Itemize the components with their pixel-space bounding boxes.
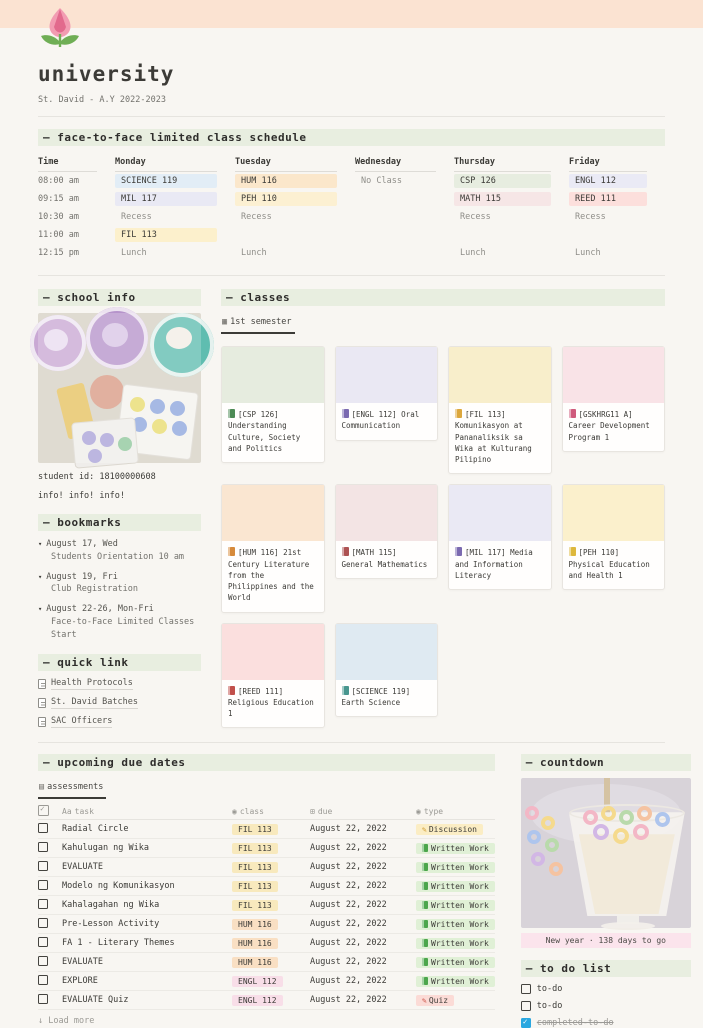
class-name: 21st Century Literature from the Philippines and the World xyxy=(228,548,314,603)
class-badge: FIL 113 xyxy=(232,843,278,854)
class-card[interactable] xyxy=(335,623,439,718)
task-title[interactable]: EVALUATE Quiz xyxy=(62,995,129,1006)
class-chip: No Class xyxy=(361,176,402,186)
class-chip xyxy=(235,228,337,232)
due-table-header xyxy=(38,803,495,820)
text-property-icon: Aa xyxy=(62,806,72,816)
schedule-cell xyxy=(115,246,235,260)
due-date: August 22, 2022 xyxy=(310,843,387,854)
class-badge: HUM 116 xyxy=(232,919,278,930)
schedule-cell xyxy=(355,210,454,224)
type-label: Written Work xyxy=(431,843,489,853)
toggle-icon[interactable]: ▾ xyxy=(38,540,43,548)
class-chip xyxy=(355,192,436,196)
bookmark-item xyxy=(38,603,201,641)
left-column xyxy=(38,289,201,728)
task-title[interactable]: Kahalagahan ng Wika xyxy=(62,900,160,911)
class-chip: MIL 117 xyxy=(115,192,217,206)
assessment-row xyxy=(38,934,495,953)
type-label: Written Work xyxy=(431,881,489,891)
schedule-cell xyxy=(454,246,569,260)
task-title[interactable]: Modelo ng Komunikasyon xyxy=(62,881,175,892)
row-checkbox[interactable] xyxy=(38,880,48,890)
arrow-down-icon: ↓ xyxy=(38,1016,44,1027)
class-badge: HUM 116 xyxy=(232,957,278,968)
schedule-col-day: Thursday xyxy=(454,155,551,172)
schedule-cell xyxy=(235,246,355,260)
class-card[interactable] xyxy=(221,623,325,729)
task-title[interactable]: EXPLORE xyxy=(62,976,98,987)
class-badge: FIL 113 xyxy=(232,862,278,873)
page-subtitle: St. David - A.Y 2022-2023 xyxy=(38,95,166,105)
class-code: [MIL 117] xyxy=(465,548,506,558)
schedule-row xyxy=(38,208,665,226)
type-badge xyxy=(416,900,495,911)
schedule-table xyxy=(38,155,665,262)
quick-link-item[interactable] xyxy=(38,697,201,709)
class-card-cover xyxy=(336,624,438,680)
schedule-cell xyxy=(569,210,665,224)
due-date: August 22, 2022 xyxy=(310,862,387,873)
toggle-icon[interactable]: ▾ xyxy=(38,572,43,581)
class-chip: Lunch xyxy=(121,248,147,258)
class-card[interactable] xyxy=(221,484,325,612)
class-card-cover xyxy=(449,485,551,541)
class-code: [MATH 115] xyxy=(351,548,397,558)
schedule-cell xyxy=(235,192,355,206)
class-card[interactable] xyxy=(448,484,552,590)
class-name: Career Development Program 1 xyxy=(568,421,650,442)
class-card[interactable] xyxy=(562,484,666,590)
grid-view-icon: ▦ xyxy=(222,317,228,327)
bookmark-detail: Students Orientation 10 am xyxy=(51,551,185,562)
book-icon xyxy=(228,409,235,418)
tulip-page-icon[interactable] xyxy=(38,6,82,52)
tab-assessments[interactable] xyxy=(38,779,106,799)
schedule-col-day: Tuesday xyxy=(235,155,337,172)
class-code: [PEH 110] xyxy=(578,548,620,558)
tab-label: assessments xyxy=(47,782,104,793)
quick-link-item[interactable] xyxy=(38,716,201,728)
todo-item xyxy=(521,984,691,994)
schedule-cell xyxy=(355,174,454,188)
schedule-cell xyxy=(115,174,235,188)
type-label: Written Work xyxy=(431,957,489,967)
tab-label: 1st semester xyxy=(230,317,292,327)
todo-checkbox[interactable] xyxy=(521,1001,531,1011)
class-name: Earth Science xyxy=(341,697,401,707)
bookmark-item xyxy=(38,538,201,564)
book-icon xyxy=(455,409,462,418)
bookmark-date: August 19, Fri xyxy=(46,571,118,582)
type-badge xyxy=(416,881,495,892)
row-checkbox[interactable] xyxy=(38,823,48,833)
class-code: [FIL 113] xyxy=(465,410,506,419)
page-doc-icon xyxy=(38,717,46,727)
assessment-row xyxy=(38,991,495,1010)
assessment-row xyxy=(38,972,495,991)
type-label: Written Work xyxy=(431,938,489,948)
book-icon xyxy=(342,686,349,695)
schedule-cell xyxy=(235,210,355,224)
book-icon xyxy=(342,547,349,556)
type-badge xyxy=(416,919,495,930)
class-card-cover xyxy=(336,347,438,403)
assessment-row xyxy=(38,953,495,972)
type-label: Written Work xyxy=(431,919,489,929)
schedule-time: 09:15 am xyxy=(38,194,79,204)
page-doc-icon xyxy=(38,698,46,708)
schedule-col-day: Friday xyxy=(569,155,647,172)
schedule-cell xyxy=(569,246,665,260)
bookmark-date: August 22-26, Mon-Fri xyxy=(46,604,154,614)
class-chip xyxy=(454,228,551,232)
book-icon xyxy=(569,409,576,418)
quick-link-label[interactable]: Health Protocols xyxy=(51,678,133,689)
due-date: August 22, 2022 xyxy=(310,938,387,949)
divider xyxy=(38,275,665,276)
type-badge xyxy=(416,957,495,968)
todo-heading[interactable]: – to do list xyxy=(521,960,691,977)
bookmark-toggle[interactable] xyxy=(38,538,201,551)
bookmarks-heading[interactable]: – bookmarks xyxy=(38,514,201,531)
schedule-cell xyxy=(355,228,454,242)
todo-checkbox[interactable] xyxy=(521,984,531,994)
bookmark-toggle[interactable] xyxy=(38,603,201,616)
class-chip: ENGL 112 xyxy=(569,174,647,188)
quick-link-item[interactable] xyxy=(38,678,201,690)
row-checkbox[interactable] xyxy=(38,918,48,928)
quick-link-label[interactable]: SAC Officers xyxy=(51,716,113,727)
classes-heading[interactable]: – classes xyxy=(221,289,665,306)
type-label: Quiz xyxy=(428,995,449,1005)
class-chip: REED 111 xyxy=(569,192,647,206)
schedule-cell xyxy=(454,192,569,206)
due-date: August 22, 2022 xyxy=(310,824,387,835)
book-icon xyxy=(422,958,428,966)
class-name: Komunikasyon at Pananaliksik sa Wika at Kulturang Pilipino xyxy=(455,421,532,464)
student-id: student id: 18100000608 xyxy=(38,472,156,482)
schedule-row xyxy=(38,244,665,262)
class-card-cover xyxy=(222,624,324,680)
type-badge xyxy=(416,824,483,835)
schedule-col-time: Time xyxy=(38,155,97,172)
todo-item xyxy=(521,1018,691,1028)
schedule-row xyxy=(38,226,665,244)
select-property-icon: ◉ xyxy=(232,806,237,816)
row-checkbox[interactable] xyxy=(38,861,48,871)
class-code: [GSKHRG11 A] xyxy=(578,410,633,419)
class-name: General Mathematics xyxy=(341,559,428,569)
todo-label: to-do xyxy=(536,984,563,995)
assessment-row xyxy=(38,839,495,858)
quick-link-label[interactable]: St. David Batches xyxy=(51,697,138,708)
schedule-time: 11:00 am xyxy=(38,230,79,240)
countdown-heading[interactable]: – countdown xyxy=(521,754,691,771)
class-chip: Recess xyxy=(121,212,152,222)
schedule-row xyxy=(38,172,665,190)
schedule-cell xyxy=(115,228,235,242)
class-chip xyxy=(355,246,436,250)
class-card[interactable] xyxy=(221,346,325,463)
schedule-cell xyxy=(569,174,665,188)
due-dates-heading[interactable]: – upcoming due dates xyxy=(38,754,495,771)
class-name: Oral Communication xyxy=(341,410,420,431)
type-label: Written Work xyxy=(431,976,489,986)
class-badge: HUM 116 xyxy=(232,938,278,949)
load-more-label[interactable]: Load more xyxy=(48,1016,95,1027)
class-name: Media and Information Literacy xyxy=(455,548,533,580)
assessment-row xyxy=(38,877,495,896)
tab-1st-semester[interactable] xyxy=(221,314,295,334)
todo-label: completed-to-do xyxy=(536,1018,614,1028)
toggle-icon[interactable]: ▾ xyxy=(38,605,43,613)
schedule-cell xyxy=(569,228,665,242)
assessment-row xyxy=(38,915,495,934)
class-chip: MATH 115 xyxy=(454,192,551,206)
col-task[interactable]: task xyxy=(74,806,94,816)
class-chip: Lunch xyxy=(575,248,601,258)
class-chip: Recess xyxy=(575,212,606,222)
task-title[interactable]: FA 1 - Literary Themes xyxy=(62,938,175,949)
bookmark-toggle[interactable] xyxy=(38,571,201,584)
task-title[interactable]: Radial Circle xyxy=(62,824,129,835)
class-card[interactable] xyxy=(335,484,439,579)
class-chip: Lunch xyxy=(241,248,267,258)
schedule-cell xyxy=(115,210,235,224)
class-badge: FIL 113 xyxy=(232,900,278,911)
class-chip: FIL 113 xyxy=(115,228,217,242)
schedule-cell xyxy=(355,192,454,206)
schedule-cell xyxy=(115,192,235,206)
countdown-caption: New year · 138 days to go xyxy=(521,933,691,948)
type-label: Written Work xyxy=(431,900,489,910)
bookmark-date: August 17, Wed xyxy=(46,539,118,549)
class-card-cover xyxy=(336,485,438,541)
pencil-icon: ✎ xyxy=(422,824,427,834)
schedule-cell xyxy=(569,192,665,206)
book-icon xyxy=(569,547,576,556)
schedule-cell xyxy=(235,228,355,242)
class-card-cover xyxy=(449,347,551,403)
assessment-row xyxy=(38,858,495,877)
page-title: university xyxy=(38,62,175,86)
select-property-icon: ◉ xyxy=(416,806,421,816)
class-chip: HUM 116 xyxy=(235,174,337,188)
todo-label: to-do xyxy=(536,1001,563,1012)
bookmark-item xyxy=(38,571,201,597)
row-checkbox[interactable] xyxy=(38,975,48,985)
class-card[interactable] xyxy=(448,346,552,474)
type-badge xyxy=(416,843,495,854)
bookmark-detail: Club Registration xyxy=(51,584,138,595)
class-card-cover xyxy=(563,347,665,403)
class-name: Religious Education 1 xyxy=(228,697,314,718)
date-property-icon: ⊞ xyxy=(310,806,315,816)
class-code: [HUM 116] xyxy=(238,548,279,558)
due-date: August 22, 2022 xyxy=(310,881,387,892)
book-icon xyxy=(422,863,428,871)
task-title[interactable]: EVALUATE xyxy=(62,862,103,873)
row-checkbox[interactable] xyxy=(38,937,48,947)
countdown-column xyxy=(521,754,691,1028)
class-code: [CSP 126] xyxy=(238,410,279,419)
class-card[interactable] xyxy=(335,346,439,441)
load-more-button[interactable] xyxy=(38,1016,495,1026)
schedule-cell xyxy=(454,210,569,224)
class-code: [ENGL 112] xyxy=(351,410,397,419)
col-class[interactable]: class xyxy=(239,806,264,816)
class-chip xyxy=(355,210,436,214)
schedule-col-day: Wednesday xyxy=(355,155,436,172)
school-photo xyxy=(38,313,201,463)
class-badge: ENGL 112 xyxy=(232,995,283,1006)
task-title[interactable]: Pre-Lesson Activity xyxy=(62,919,160,930)
classes-column xyxy=(221,289,665,728)
type-badge xyxy=(416,938,495,949)
due-date: August 22, 2022 xyxy=(310,900,387,911)
type-label: Discussion xyxy=(428,824,477,834)
type-badge xyxy=(416,862,495,873)
book-icon xyxy=(455,547,462,556)
book-icon xyxy=(422,844,428,852)
page-cover xyxy=(0,0,703,28)
class-card-cover xyxy=(222,485,324,541)
class-card-cover xyxy=(563,485,665,541)
due-date: August 22, 2022 xyxy=(310,995,387,1006)
task-title[interactable]: EVALUATE xyxy=(62,957,103,968)
row-checkbox[interactable] xyxy=(38,842,48,852)
book-icon xyxy=(422,901,428,909)
due-dates-column xyxy=(38,754,495,1028)
class-code: [SCIENCE 119] xyxy=(351,686,411,696)
schedule-cell xyxy=(355,246,454,260)
class-chip: Recess xyxy=(241,212,272,222)
schedule-row xyxy=(38,190,665,208)
class-card-cover xyxy=(222,347,324,403)
class-badge: ENGL 112 xyxy=(232,976,283,987)
book-icon xyxy=(422,882,428,890)
type-badge xyxy=(416,976,495,987)
assessment-row xyxy=(38,896,495,915)
todo-checkbox[interactable] xyxy=(521,1018,531,1028)
class-chip xyxy=(355,228,436,232)
info-line: info! info! info! xyxy=(38,491,125,501)
todo-item xyxy=(521,1001,691,1011)
class-badge: FIL 113 xyxy=(232,824,278,835)
task-title[interactable]: Kahulugan ng Wika xyxy=(62,843,149,854)
row-checkbox[interactable] xyxy=(38,956,48,966)
school-info-heading[interactable]: – school info xyxy=(38,289,201,306)
class-card[interactable] xyxy=(562,346,666,452)
schedule-time: 10:30 am xyxy=(38,212,79,222)
class-chip xyxy=(569,228,647,232)
due-date: August 22, 2022 xyxy=(310,976,387,987)
book-icon xyxy=(422,977,428,985)
col-type[interactable]: type xyxy=(423,806,444,816)
book-icon xyxy=(342,409,349,418)
divider xyxy=(38,116,665,117)
checkbox-header-icon xyxy=(38,805,49,816)
class-name: Understanding Culture, Society and Politics xyxy=(228,421,301,453)
schedule-time: 12:15 pm xyxy=(38,248,79,258)
book-icon xyxy=(228,686,235,695)
class-name: Physical Education and Health 1 xyxy=(568,559,650,580)
divider xyxy=(38,742,665,743)
row-checkbox[interactable] xyxy=(38,899,48,909)
book-icon xyxy=(228,547,235,556)
class-chip: CSP 126 xyxy=(454,174,551,188)
schedule-heading[interactable]: – face-to-face limited class schedule xyxy=(38,129,665,146)
row-checkbox[interactable] xyxy=(38,994,48,1004)
schedule-time: 08:00 am xyxy=(38,176,79,186)
assessment-row xyxy=(38,820,495,839)
book-icon xyxy=(422,920,428,928)
due-date: August 22, 2022 xyxy=(310,919,387,930)
schedule-cell xyxy=(454,228,569,242)
class-chip: Lunch xyxy=(460,248,486,258)
schedule-cell xyxy=(454,174,569,188)
book-icon xyxy=(422,939,428,947)
due-date: August 22, 2022 xyxy=(310,957,387,968)
class-chip: Recess xyxy=(460,212,491,222)
schedule-cell xyxy=(235,174,355,188)
class-chip: PEH 110 xyxy=(235,192,337,206)
countdown-photo xyxy=(521,778,691,928)
pencil-icon: ✎ xyxy=(422,995,427,1005)
col-due[interactable]: due xyxy=(317,806,333,816)
class-chip: SCIENCE 119 xyxy=(115,174,217,188)
page-doc-icon xyxy=(38,679,46,689)
type-label: Written Work xyxy=(431,862,489,872)
table-view-icon: ▤ xyxy=(39,782,45,793)
bookmark-detail: Face-to-Face Limited Classes Start xyxy=(51,616,195,640)
class-badge: FIL 113 xyxy=(232,881,278,892)
type-badge xyxy=(416,995,454,1006)
quick-link-heading[interactable]: – quick link xyxy=(38,654,201,671)
schedule-col-day: Monday xyxy=(115,155,217,172)
class-code: [REED 111] xyxy=(238,686,284,696)
